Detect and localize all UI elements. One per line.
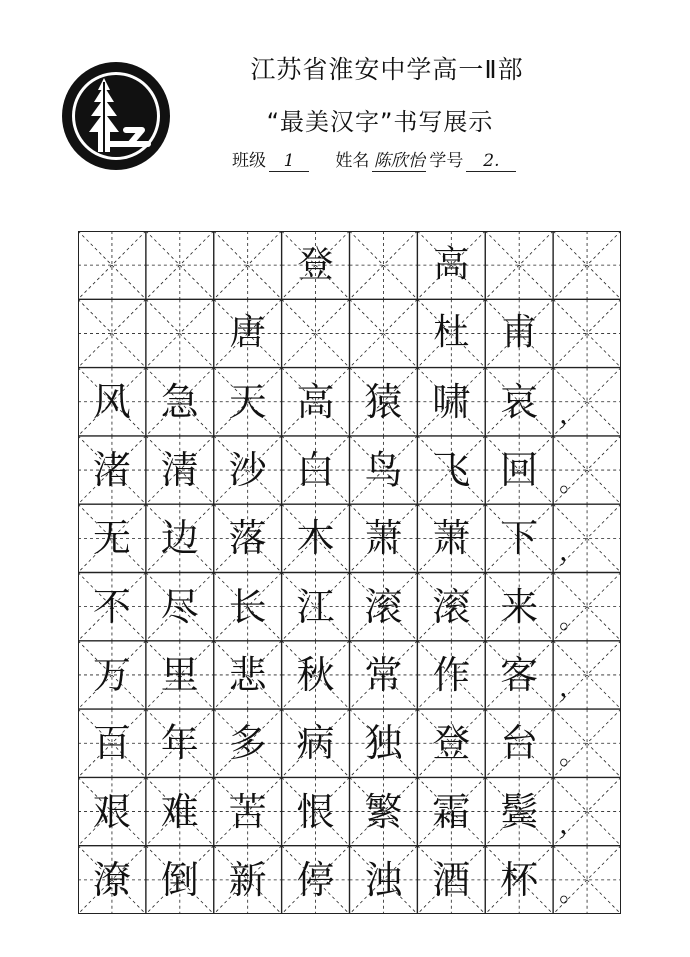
character-cell: 多 — [228, 721, 267, 766]
character-cell: 不 — [92, 584, 131, 629]
character-cell: 倒 — [160, 857, 199, 902]
character-cell: 悲 — [228, 652, 267, 697]
character-cell: 高 — [433, 244, 470, 286]
character-cell: 杜 — [433, 312, 470, 354]
character-cell: 白 — [296, 448, 335, 493]
character-cell: 浊 — [364, 857, 403, 902]
character-cell: 无 — [92, 516, 131, 561]
punctuation-cell: ， — [559, 536, 586, 567]
character-cell: 沙 — [228, 448, 267, 493]
grid-cell-empty — [485, 231, 553, 299]
character-cell: 急 — [160, 379, 199, 424]
character-cell: 台 — [500, 721, 539, 766]
punctuation-cell: 。 — [559, 878, 586, 908]
character-cell: 啸 — [432, 379, 471, 424]
character-cell: 独 — [364, 721, 403, 766]
character-cell: 清 — [160, 448, 199, 493]
character-cell: 下 — [500, 516, 539, 561]
character-cell: 苦 — [228, 789, 267, 834]
grid-cell-empty — [282, 299, 350, 367]
writing-grid — [78, 231, 621, 914]
character-cell: 来 — [500, 584, 539, 629]
character-cell: 滚 — [364, 584, 403, 629]
character-cell: 甫 — [501, 312, 538, 354]
character-cell: 杯 — [500, 857, 539, 902]
name-label: 姓名 — [335, 151, 370, 171]
school-title: 江苏省淮安中学高一Ⅱ部 — [250, 55, 524, 84]
punctuation-cell: 。 — [559, 741, 586, 772]
character-cell: 江 — [296, 584, 335, 629]
character-cell: 风 — [92, 379, 131, 424]
school-logo — [60, 60, 172, 172]
student-info — [232, 146, 562, 172]
character-cell: 恨 — [296, 789, 335, 834]
character-cell: 木 — [296, 516, 335, 561]
character-cell: 病 — [296, 721, 335, 766]
student-id-field: 2. — [466, 151, 516, 172]
character-cell: 鬓 — [500, 789, 539, 834]
character-cell: 年 — [160, 721, 199, 766]
poem-body — [78, 231, 621, 914]
grid-cell-empty — [78, 231, 146, 299]
character-cell: 尽 — [160, 584, 199, 629]
name-field: 陈欣怡 — [372, 146, 426, 172]
grid-cell-empty — [78, 299, 146, 367]
character-cell: 高 — [296, 379, 335, 424]
grid-cell-empty — [553, 231, 621, 299]
character-cell: 落 — [228, 516, 267, 561]
student-id-label: 学号 — [429, 151, 464, 171]
character-cell: 新 — [228, 857, 267, 902]
character-cell: 酒 — [432, 857, 471, 902]
grid-cell-empty — [553, 299, 621, 367]
character-cell: 客 — [500, 652, 539, 697]
character-cell: 飞 — [432, 448, 471, 493]
punctuation-cell: ， — [559, 809, 586, 840]
character-cell: 猿 — [364, 379, 403, 424]
character-cell: 艰 — [92, 789, 131, 834]
character-cell: 停 — [296, 857, 335, 902]
character-cell: 渚 — [92, 448, 131, 493]
class-label: 班级 — [232, 151, 266, 171]
character-cell: 繁 — [364, 789, 403, 834]
character-cell: 滚 — [432, 584, 471, 629]
character-cell: 常 — [364, 652, 403, 697]
character-cell: 难 — [160, 789, 199, 834]
grid-cell-empty — [350, 299, 418, 367]
grid-cell-empty — [146, 231, 214, 299]
character-cell: 里 — [160, 652, 199, 697]
punctuation-cell: 。 — [559, 604, 586, 635]
character-cell: 登 — [297, 244, 334, 286]
character-cell: 长 — [228, 584, 267, 629]
character-cell: 唐 — [229, 312, 266, 354]
class-field: 1 — [269, 151, 309, 172]
grid-cell-empty — [146, 299, 214, 367]
character-cell: 秋 — [296, 652, 335, 697]
punctuation-cell: ， — [559, 399, 586, 430]
character-cell: 萧 — [364, 516, 403, 561]
character-cell: 萧 — [432, 516, 471, 561]
punctuation-cell: ， — [559, 673, 586, 704]
character-cell: 鸟 — [364, 448, 403, 493]
character-cell: 边 — [160, 516, 199, 561]
character-cell: 登 — [432, 721, 471, 766]
character-cell: 潦 — [92, 857, 131, 902]
grid-cell-empty — [350, 231, 418, 299]
character-cell: 霜 — [432, 789, 471, 834]
event-title: “最美汉字”书写展示 — [266, 108, 494, 136]
character-cell: 回 — [500, 448, 539, 493]
punctuation-cell: 。 — [559, 468, 586, 499]
character-cell: 百 — [92, 721, 131, 766]
grid-cell-empty — [214, 231, 282, 299]
character-cell: 天 — [228, 379, 267, 424]
character-cell: 作 — [432, 652, 471, 697]
character-cell: 万 — [92, 652, 131, 697]
character-cell: 哀 — [500, 379, 539, 424]
